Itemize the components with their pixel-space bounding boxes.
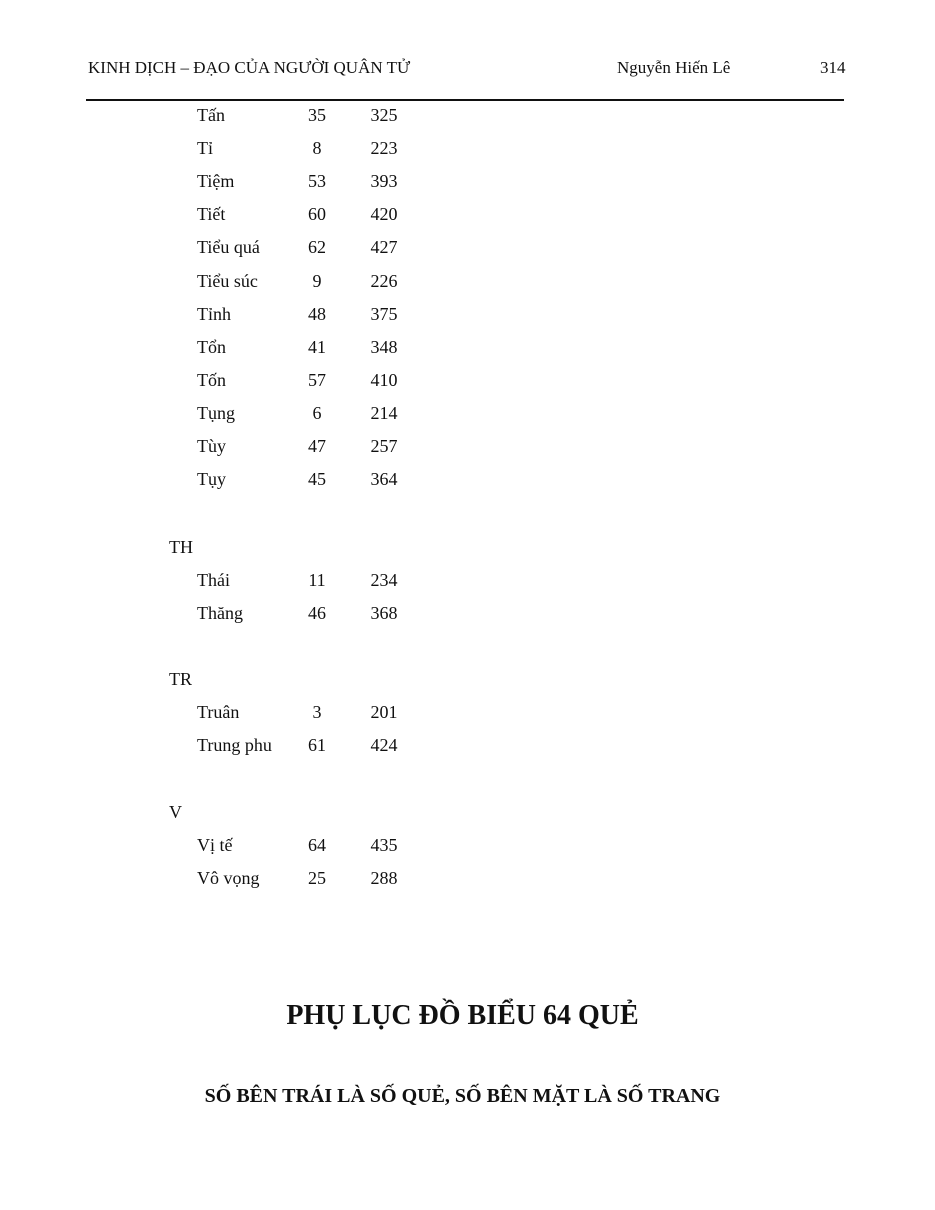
page-reference: 348 [370,336,398,357]
page-reference: 325 [370,105,398,125]
hexagram-number: 25 [308,868,326,889]
page-reference: 201 [370,702,398,723]
index-entry [0,835,500,859]
index-entry [0,138,500,162]
hexagram-name: Tổn [197,336,226,357]
page-reference: 435 [370,835,398,856]
section-letter: TH [169,537,193,557]
page-reference: 234 [370,570,398,591]
hexagram-number: 45 [308,469,326,490]
hexagram-name: Tiệm [197,171,235,192]
index-entry [0,271,500,295]
author-name: Nguyễn Hiến Lê [617,58,731,77]
section-letter: TR [169,669,193,689]
index-entry [0,603,500,627]
hexagram-number: 11 [308,570,326,591]
index-entry [0,702,500,726]
hexagram-number: 9 [312,270,322,291]
index-entry [0,171,500,195]
hexagram-number: 46 [308,603,326,624]
hexagram-number: 47 [308,436,326,456]
hexagram-name: Tụng [197,402,235,423]
hexagram-name: Tiết [197,204,226,225]
hexagram-name: Thái [197,570,230,591]
hexagram-name: Thăng [197,603,243,624]
index-entry [0,370,500,394]
hexagram-number: 35 [308,105,326,125]
page-reference: 427 [370,237,398,258]
appendix-subtitle: SỐ BÊN TRÁI LÀ SỐ QUẺ, SỐ BÊN MẶT LÀ SỐ TRANG [204,1085,721,1107]
header-divider [86,99,844,101]
hexagram-number: 48 [308,303,326,324]
hexagram-number: 41 [308,336,326,357]
index-entry [0,735,500,759]
index-entry [0,570,500,594]
page-reference: 368 [370,603,398,624]
hexagram-name: Tiểu súc [197,270,258,291]
hexagram-name: Tỉnh [197,303,231,324]
hexagram-name: Tụy [197,469,226,490]
index-entry [0,105,500,129]
hexagram-number: 8 [312,138,322,159]
appendix-title: PHỤ LỤC ĐỒ BIỂU 64 QUẺ [286,1000,639,1031]
section-letter: V [169,802,182,822]
page-reference: 364 [370,469,398,490]
hexagram-name: Tiểu quá [197,237,260,258]
index-entry [0,436,500,460]
hexagram-number: 60 [308,204,326,225]
hexagram-number: 53 [308,171,326,192]
hexagram-number: 64 [308,835,326,856]
hexagram-name: Vô vọng [197,868,260,889]
hexagram-name: Tùy [197,436,226,456]
hexagram-name: Truân [197,702,240,723]
hexagram-name: Trung phu [197,735,272,756]
index-entry [0,868,500,892]
page-reference: 420 [370,204,398,225]
page-reference: 375 [370,303,398,324]
index-entry [0,304,500,328]
page-reference: 393 [370,171,398,192]
index-entry [0,469,500,493]
hexagram-name: Tốn [197,369,226,390]
hexagram-name: Tỉ [197,138,213,159]
page-reference: 410 [370,369,398,390]
hexagram-number: 57 [308,369,326,390]
hexagram-number: 62 [308,237,326,258]
index-entry [0,337,500,361]
page-reference: 257 [370,436,398,456]
index-entry [0,204,500,228]
index-entry [0,237,500,261]
hexagram-number: 6 [312,402,322,423]
page-number: 314 [820,58,846,77]
hexagram-number: 61 [308,735,326,756]
page-reference: 223 [370,138,398,159]
book-title: KINH DỊCH – ĐẠO CỦA NGƯỜI QUÂN TỬ [88,58,411,77]
index-entry [0,403,500,427]
page-header [0,58,935,82]
hexagram-name: Tấn [197,105,225,125]
page-reference: 288 [370,868,398,889]
page-reference: 226 [370,270,398,291]
hexagram-number: 3 [312,702,322,723]
page-reference: 214 [370,402,398,423]
hexagram-name: Vị tế [197,835,233,856]
page-reference: 424 [370,735,398,756]
